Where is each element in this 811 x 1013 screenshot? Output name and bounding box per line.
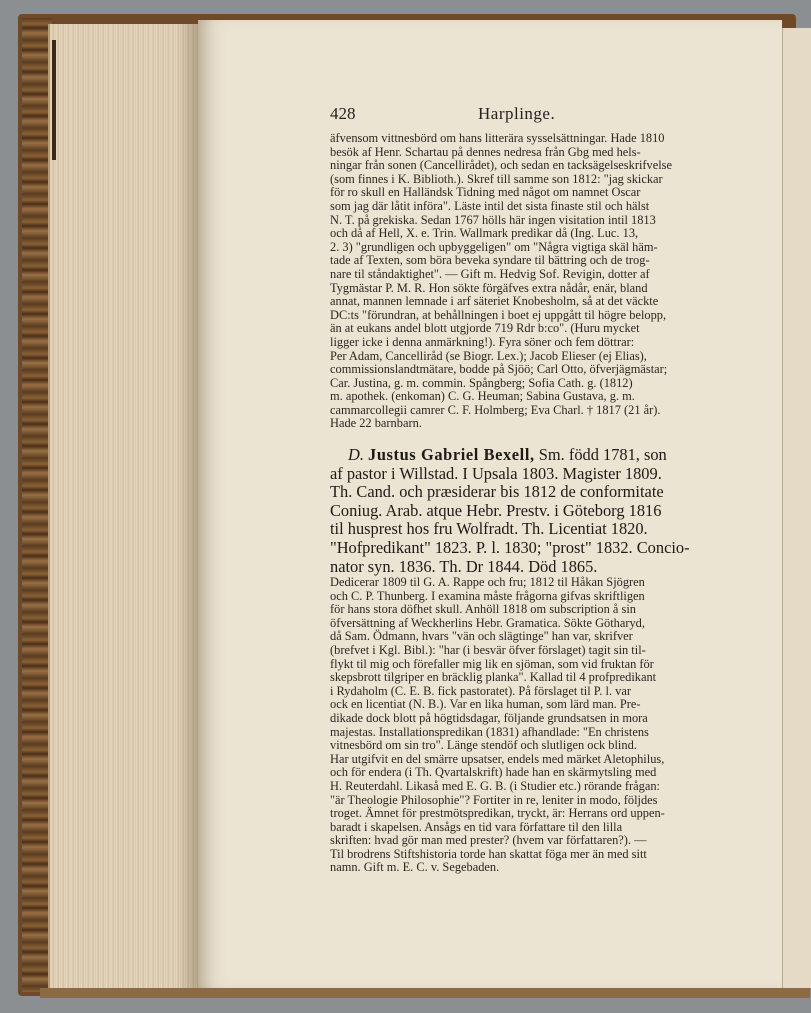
text-line: öfversättning af Weckherlins Hebr. Gramatica. Sökte Götharyd,: [330, 615, 645, 630]
text-line: då Sam. Ödmann, hvars "vän och slägtinge" han var, skrifver: [330, 629, 633, 644]
text-line: commissionslandtmätare, bodde på Sjöö; Carl Otto, öfverjägmästar;: [330, 362, 668, 377]
text-line: ningar från sonen (Cancellirådet), och sedan en tacksägelseskrifvelse: [330, 158, 672, 173]
entry-line-0: Sm. född 1781, son: [538, 445, 667, 464]
text-line: ligger icke i denna anmärkning!). Fyra söner och fem döttrar:: [330, 334, 635, 349]
next-page-edge: [782, 28, 811, 988]
text-line: Dedicerar 1809 til G. A. Rappe och fru; 1812 til Håkan Sjögren: [330, 575, 645, 589]
text-line: N. T. på grekiska. Sedan 1767 hölls här ingen visitation intil 1813: [330, 212, 656, 227]
text-line: och för endera (i Th. Qvartalskrift) hade han en skärmytsling med: [330, 765, 657, 780]
text-line: Har utgifvit en del smärre upsatser, endels med märket Aletophilus,: [330, 751, 665, 766]
text-line: annat, mannen lemnade i arf säteriet Knobesholm, så at det väckte: [330, 294, 659, 309]
text-line: vitnesbörd om sin tro". Länge stendöf och slutligen ock blind.: [330, 738, 637, 753]
text-line: 2. 3) "grundligen och upbyggeligen" om "Några vigtiga skäl häm-: [330, 239, 658, 254]
entry-lines: [330, 465, 780, 577]
text-line: ock en licentiat (N. B.). Var en lika human, som lärd man. Pre-: [330, 697, 641, 712]
text-line: namn. Gift m. E. C. v. Segebaden.: [330, 860, 500, 875]
text-line: baradt i skapelsen. Ansågs en tid vara författare til den lilla: [330, 819, 623, 834]
text-line: Car. Justina, g. m. commin. Spångberg; Sofia Cath. g. (1812): [330, 375, 633, 390]
text-line: majestas. Installationspredikan (1831) afhandlade: "En christens: [330, 724, 649, 739]
text-line: Th. Cand. och præsiderar bis 1812 de conformitate: [330, 482, 664, 502]
text-line: tade af Texten, som böra beveka syndare til bättring och de trog-: [330, 253, 650, 268]
text-line: "Hofpredikant" 1823. P. l. 1830; "prost" 1832. Concio-: [330, 537, 690, 557]
gutter-shadow: [176, 24, 200, 990]
text-line: Tygmästar P. M. R. Hon sökte förgäfves extra nådår, enär, bland: [330, 280, 648, 295]
text-line: dikade dock blott på högtidsdagar, följande grundsatsen in mora: [330, 710, 648, 725]
text-line: äfvensom vittnesbörd om hans litterära sysselsättningar. Hade 1810: [330, 131, 665, 145]
text-line: besök af Henr. Schartau på dennes nedresa från Gbg med hels-: [330, 144, 641, 159]
text-block-lower: [330, 576, 782, 875]
entry-marker: D.: [348, 445, 364, 464]
entry-line-first: [330, 446, 780, 465]
page-number: 428: [330, 104, 356, 123]
text-line: cammarcollegii camrer C. F. Holmberg; Eva Charl. † 1817 (21 år).: [330, 402, 661, 417]
bottom-cover-edge: [40, 988, 810, 998]
text-line: och då af Hell, X. e. Trin. Wallmark predikar då (Ing. Luc. 13,: [330, 226, 639, 241]
text-line: (brefvet i Kgl. Bibl.): "har (i besvär öfver förslaget) tagit sin til-: [330, 642, 646, 657]
entry-block: [330, 446, 780, 576]
text-line: Coniug. Arab. atque Hebr. Prestv. i Göteborg 1816: [330, 500, 662, 520]
text-line: för ro skull en Halländsk Tidning med något om namnet Oscar: [330, 185, 641, 200]
text-line: nator syn. 1836. Th. Dr 1844. Död 1865.: [330, 556, 598, 576]
text-line: DC:ts "förundran, at behållningen i boet ej uppgått til högre belopp,: [330, 307, 667, 322]
text-line: (som finnes i K. Biblioth.). Skref till samme son 1812: "jag skickar: [330, 171, 663, 186]
running-title: Harplinge.: [478, 104, 556, 123]
text-line: H. Reuterdahl. Likaså med E. G. B. (i Studier etc.) rörande frågan:: [330, 778, 660, 793]
text-line: skepsbrott tilgriper en bräcklig planka". Kallad til 4 profpredikant: [330, 670, 657, 685]
text-line: Hade 22 barnbarn.: [330, 416, 422, 431]
text-line: af pastor i Willstad. I Upsala 1803. Magister 1809.: [330, 463, 662, 483]
text-line: i Rydaholm (C. E. B. fick pastoratet). På förslaget til P. l. var: [330, 683, 631, 698]
text-line: m. apothek. (enkoman) C. G. Heuman; Sabina Gustava, g. m.: [330, 389, 635, 404]
text-line: nare til ståndaktighet". — Gift m. Hedvig Sof. Revigin, dotter af: [330, 266, 650, 281]
text-line: "är Theologie Philosophie"? Fortiter in re, leniter in modo, följdes: [330, 792, 658, 807]
text-line: Til brodrens Stiftshistoria torde han skattat föga mer än med sitt: [330, 846, 647, 861]
text-line: til husprest hos fru Wolfradt. Th. Licentiat 1820.: [330, 519, 648, 539]
text-line: än at eukans andel blott utgjorde 719 Rdr b:co". (Huru mycket: [330, 321, 640, 336]
text-line: Per Adam, Cancelliråd (se Biogr. Lex.); Jacob Elieser (ej Elias),: [330, 348, 647, 363]
text-line: för hans stora döfhet skull. Anhöll 1818 om subscription å sin: [330, 602, 636, 617]
spine-mark: [52, 40, 56, 160]
page-header: [330, 104, 770, 126]
entry-name: Justus Gabriel Bexell,: [368, 445, 535, 464]
text-line: troget. Ämnet för prestmötspredikan, tryckt, är: Herrans ord uppen-: [330, 806, 665, 821]
text-block-upper: [330, 132, 782, 431]
text-line: och C. P. Thunberg. I examina måste frågorna gifvas skriftligen: [330, 588, 645, 603]
text-line: flykt til mig och förefaller mig lik en sjöman, som vid fruktan för: [330, 656, 654, 671]
text-line: som jag där låtit införa". Läste intil det sista finaste stil och hälst: [330, 198, 650, 213]
text-line: skriften: hvad gör man med prester? (hvem var författaren?). —: [330, 833, 647, 848]
